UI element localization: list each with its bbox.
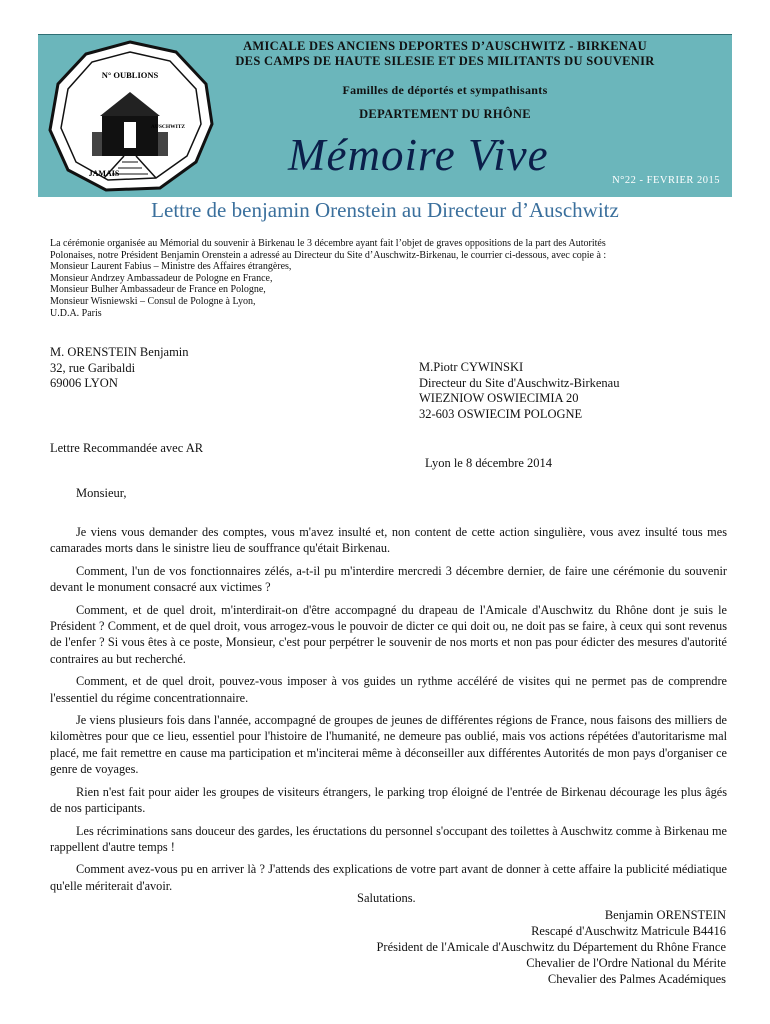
letter-paragraph: Comment, et de quel droit, m'interdirait-on d'être accompagné du drapeau de l'Amicale d'Auschwitz du Rhône dont je suis le Président ? Comment, et de quel droit, vous arrogez-vous le pouvoir de dicter ce qui doit ou, ne doit pas se faire, à ceux qui sont revenus de l'enfer ? Si vous êtes à ce poste, Monsieur, c'est pour perpétrer le souvenir de nos morts et non pas pour édicter des mesures d'autorité contraires au but recherché. xyxy=(50,602,727,666)
registered-mail-note: Lettre Recommandée avec AR xyxy=(50,441,204,455)
logo-gate-text: AUSCHWITZ xyxy=(150,124,186,130)
letter-date: Lyon le 8 décembre 2014 xyxy=(425,456,553,470)
masthead-title: Mémoire Vive xyxy=(288,130,549,180)
logo-bottom-text: JAMAIS xyxy=(88,169,120,178)
intro-line: Monsieur Andrzey Ambassadeur de Pologne en France, xyxy=(50,272,273,284)
intro-line: Monsieur Bulher Ambassadeur de France en Pologne, xyxy=(50,284,266,296)
signature-line: Benjamin ORENSTEIN xyxy=(604,908,726,922)
intro-line: La cérémonie organisée au Mémorial du souvenir à Birkenau le 3 décembre ayant fait l’objet de graves oppositions de la part des Autorités xyxy=(50,238,606,249)
letter-paragraph: Je viens plusieurs fois dans l'année, accompagné de groupes de jeunes de différentes régions de France, nous faisons des milliers de kilomètres pour que ce lieu, essentiel pour l'histoire de l'humanité, ne demeure pas oublié, mais vos actions répétées d'autoritarisme mal placé, me fait remettre en cause ma participation et m'inciterai même à déconseiller aux différentes Autorités de mon pays d'organiser ce genre de voyages. xyxy=(50,713,727,777)
issue-number: N°22 - FEVRIER 2015 xyxy=(612,175,720,186)
intro-text xyxy=(50,238,740,319)
recipient-line: WIEZNIOW OSWIECIMIA 20 xyxy=(419,391,579,405)
logo-top-text: N° OUBLIONS xyxy=(101,70,159,80)
association-logo xyxy=(44,38,216,194)
recipient-line: M.Piotr CYWINSKI xyxy=(419,360,524,374)
recipient-line: 32-603 OSWIECIM POLOGNE xyxy=(419,406,583,421)
signature-line: Rescapé d'Auschwitz Matricule B4416 xyxy=(531,924,726,938)
letter-paragraph: Rien n'est fait pour aider les groupes de visiteurs étrangers, le parking trop éloigné de l'entrée de Birkenau décourage les plus âgés de nos participants. xyxy=(50,784,727,816)
article-title: Lettre de benjamin Orenstein au Directeur d’Auschwitz xyxy=(151,198,619,222)
families-line: Familles de déportés et sympathisants xyxy=(342,83,548,97)
letter-body xyxy=(50,524,727,900)
sender-line: 32, rue Garibaldi xyxy=(50,360,136,375)
intro-line: Monsieur Laurent Fabius – Ministre des Affaires étrangères, xyxy=(50,261,292,273)
letter-salutation: Monsieur, xyxy=(76,486,127,500)
letter-closing: Salutations. xyxy=(357,891,416,905)
association-name: AMICALE DES ANCIENS DEPORTES D’AUSCHWITZ - BIRKENAU xyxy=(243,39,647,53)
recipient-address xyxy=(419,360,619,422)
sender-line: M. ORENSTEIN Benjamin xyxy=(50,345,189,359)
intro-line: Monsieur Wisniewski – Consul de Pologne à Lyon, xyxy=(50,295,256,307)
letter-paragraph: Les récriminations sans douceur des gardes, les éructations du personnel s'occupant des toilettes à Auschwitz comme à Birkenau me rappellent d'autre temps ! xyxy=(50,823,727,854)
association-subtitle: DES CAMPS DE HAUTE SILESIE ET DES MILITANTS DU SOUVENIR xyxy=(235,54,655,68)
signature-line: Chevalier de l'Ordre National du Mérite xyxy=(526,956,726,970)
intro-line: U.D.A. Paris xyxy=(50,307,102,319)
signature-line: Président de l'Amicale d'Auschwitz du Département du Rhône France xyxy=(376,940,726,954)
department-line: DEPARTEMENT DU RHÔNE xyxy=(359,107,531,121)
sender-line: 69006 LYON xyxy=(50,376,118,390)
letter-paragraph: Comment avez-vous pu en arriver là ? J'attends des explications de votre part avant de donner à cette affaire la publicité médiatique qu'elle mériterait d'avoir. xyxy=(50,862,727,893)
signature-block xyxy=(376,907,726,987)
letter-paragraph: Je viens vous demander des comptes, vous m'avez insulté et, non content de cette action singulière, vous avez insulté tous mes camarades morts dans le sinistre lieu de souffrance qu'était Birkenau. xyxy=(50,525,727,556)
letter-paragraph: Comment, et de quel droit, pouvez-vous imposer à vos guides un rythme accéléré de visites qui ne permet pas de comprendre l'essentiel du régime concentrationnaire. xyxy=(50,674,727,705)
sender-address xyxy=(50,345,189,392)
signature-line: Chevalier des Palmes Académiques xyxy=(547,972,726,986)
letter-paragraph: Comment, l'un de vos fonctionnaires zélés, a-t-il pu m'interdire mercredi 3 décembre dernier, de faire une cérémonie du souvenir devant le monument consacré aux victimes ? xyxy=(50,563,727,595)
intro-line: Polonaises, notre Président Benjamin Orenstein a adressé au Directeur du Site d’Auschwitz-Birkenau, le courrier ci-dessous, avec copie à : xyxy=(50,249,607,261)
recipient-line: Directeur du Site d'Auschwitz-Birkenau xyxy=(419,375,620,390)
